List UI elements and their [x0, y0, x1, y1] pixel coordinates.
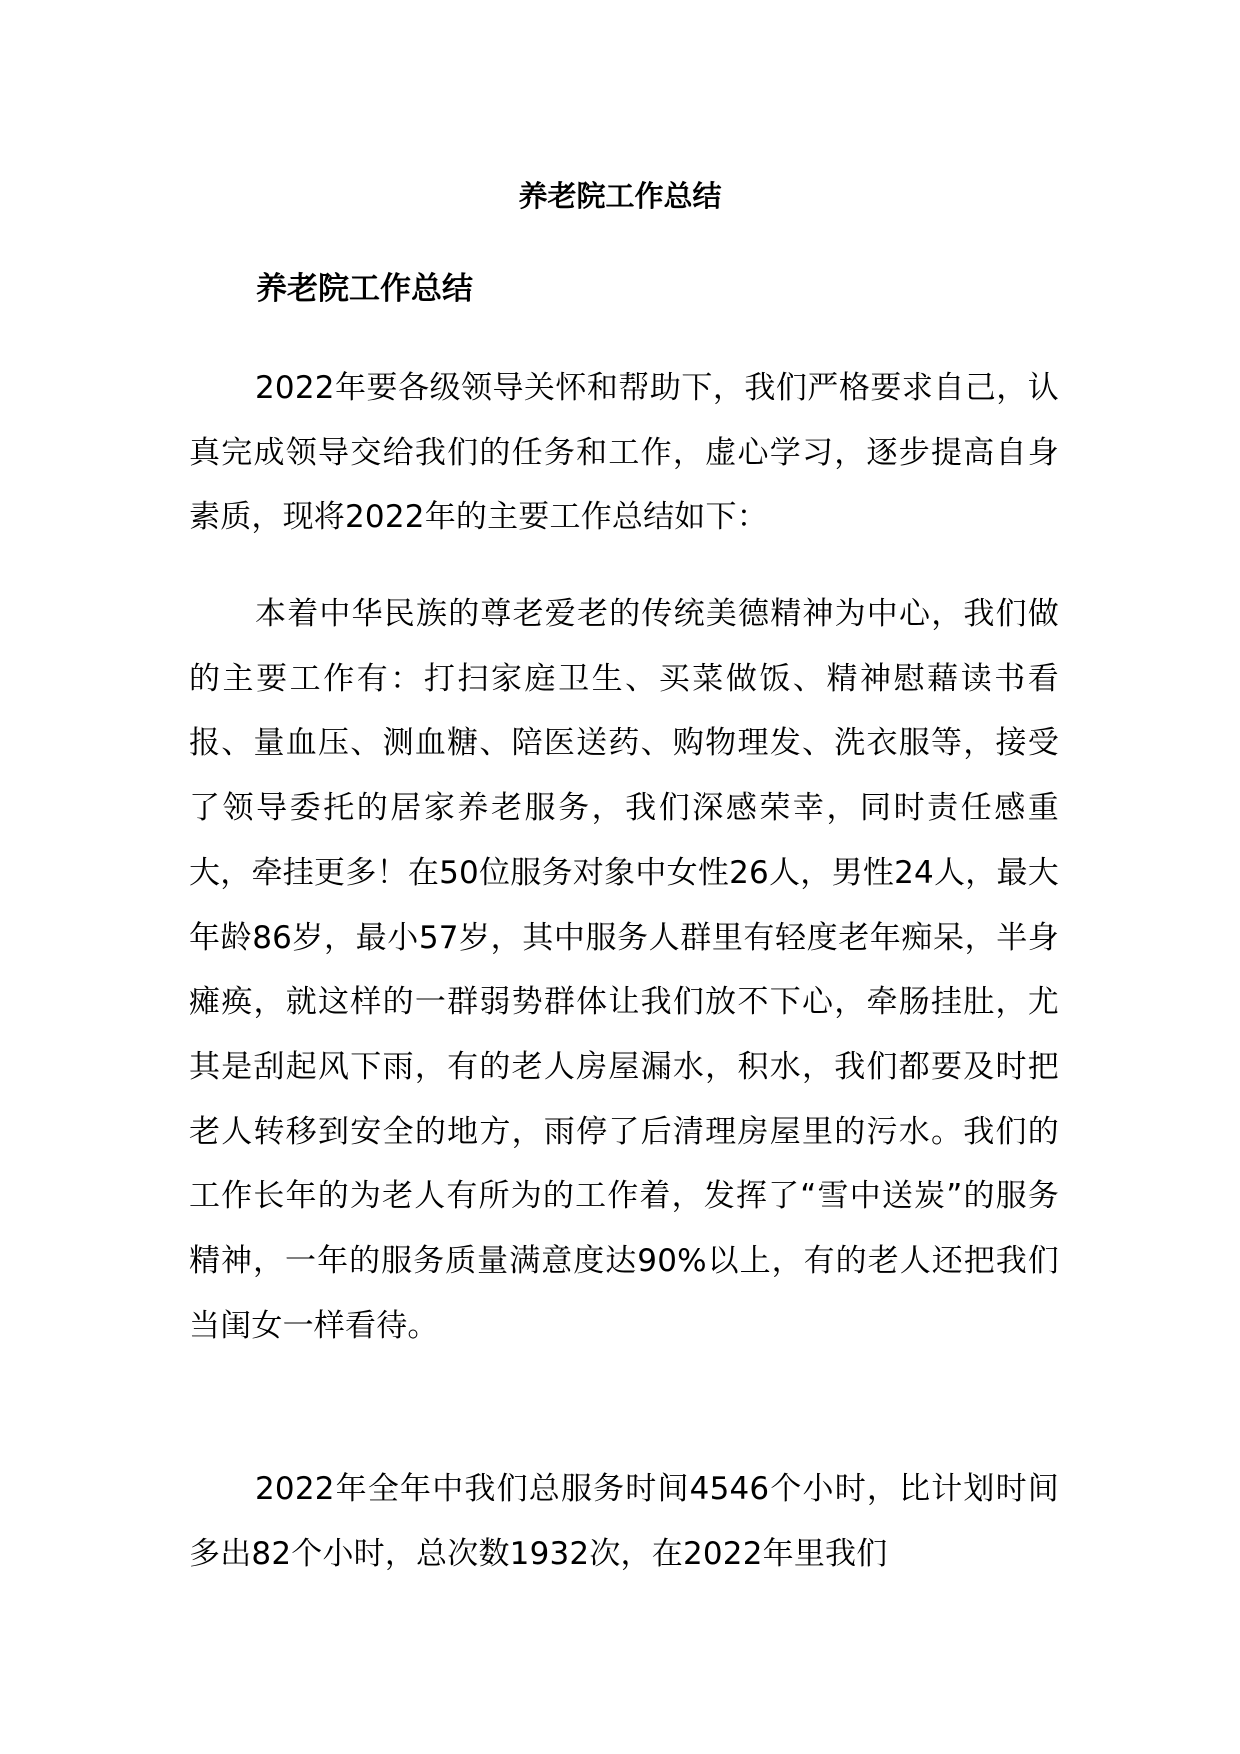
body-paragraph: 2022年要各级领导关怀和帮助下，我们严格要求自己，认真完成领导交给我们的任务和工作，虚心学习，逐步提高自身素质，现将2022年的主要工作总结如下： — [189, 370, 1059, 536]
body-paragraph: 本着中华民族的尊老爱老的传统美德精神为中心，我们做的主要工作有：打扫家庭卫生、买菜做饭、精神慰藉读书看报、量血压、测血糖、陪医送药、购物理发、洗衣服等，接受了领导委托的居家养老服务，我们深感荣幸，同时责任感重大，牵挂更多！在50位服务对象中女性26人，男性24人，最大年龄86岁，最小57岁，其中服务人群里有轻度老年痴呆，半身瘫痪，就这样的一群弱势群体让我们放不下心，牵肠挂肚，尤其是刮起风下雨，有的老人房屋漏水，积水，我们都要及时把老人转移到安全的地方，雨停了后清理房屋里的污水。我们的工作长年的为老人有所为的工作着，发挥了“雪中送炭”的服务精神，一年的服务质量满意度达90%以上，有的老人还把我们当闺女一样看待。 — [189, 596, 1059, 1344]
body-paragraph: 2022年全年中我们总服务时间4546个小时，比计划时间多出82个小时，总次数1932次，在2022年里我们 — [189, 1471, 1059, 1572]
section-heading: 养老院工作总结 — [256, 271, 473, 307]
document-title: 养老院工作总结 — [518, 179, 722, 213]
